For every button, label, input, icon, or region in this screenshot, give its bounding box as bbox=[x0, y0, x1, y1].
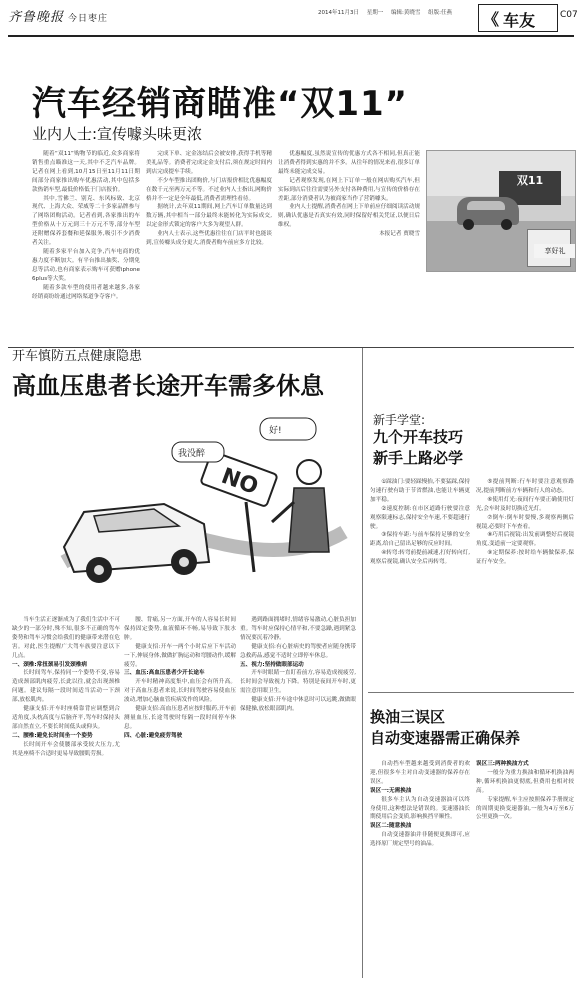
paragraph: 优惠幅度,虽然说宣传的优惠方式各不相同,但真正能让消费者得到实惠的并不多。从往年的情况来看,很多订单最终未能完成交易。 bbox=[278, 151, 420, 175]
article1-column-2 bbox=[146, 150, 272, 342]
paragraph: 长时间开车会使腰部承受较大压力,尤其是座椅不合适时更易导致腰肌劳损。 bbox=[12, 741, 120, 757]
paragraph: 随着多款车型的使用者越来越多,各家经销商纷纷通过网络渠道争夺客户。 bbox=[32, 284, 140, 300]
paragraph: 开车时眼睛一直盯着前方,容易造成视疲劳,长时间会导致视力下降。特别是夜间开车时,更需注意用眼卫生。 bbox=[240, 670, 356, 695]
subheading: 误区三:两种换油方式 bbox=[476, 761, 529, 767]
paragraph: 随着“双11”购物节的临近,众多商家将销售重点瞄准这一天,其中不乏汽车品牌。记者在网上看到,10月15日至11月11日期间部分商家推出购车优惠活动,其中包括多款热销车型,最低价格低于门店报价。 bbox=[32, 151, 140, 193]
paragraph: 业内人士提醒,消费者在网上下单前应仔细阅读活动规则,确认优惠是否真实有效,同时保留好相关凭证,以便日后维权。 bbox=[278, 204, 420, 229]
article1-column-1 bbox=[32, 150, 140, 342]
masthead-name: 齐鲁晚报 bbox=[8, 10, 65, 25]
paragraph: 自动变速器油并非随便更换即可,应选择原厂规定型号的油品。 bbox=[370, 832, 470, 848]
article4-headline-line: 换油三误区 bbox=[370, 708, 446, 726]
article4-column-1 bbox=[370, 760, 470, 978]
subheading: 误区二:随意换油 bbox=[370, 823, 412, 830]
paragraph: 自动挡车型越来越受到消费者的欢迎,但很多车主对自动变速器的保养存在误区。 bbox=[370, 761, 470, 785]
paragraph: 随着多家平台加入竞争,汽车电商的优惠力度不断加大。有平台推出抽奖、分期免息等活动,也有商家表示购车可获赠iphone 6plus等大奖。 bbox=[32, 248, 140, 282]
paragraph: 记者观察发现,在网上下订单一般在网店购买汽车,但实际到店后往往需要另外支付各种费用,与宣传的价格存在差距,部分消费者认为被商家当作了营销噱头。 bbox=[278, 177, 420, 202]
tip-item: ⑥使用灯光:夜间行车要正确使用灯光,会车时及时切换近光灯。 bbox=[476, 496, 574, 512]
section-divider bbox=[368, 692, 574, 693]
paragraph: 健康支招:开车一两个小时后应下车活动一下,伸展身体,做做扩胸运动和弯腰动作,缓解疲劳。 bbox=[124, 643, 236, 668]
bubble-text: 好! bbox=[269, 426, 282, 436]
page-number: C07 bbox=[560, 10, 578, 20]
subheading: 二、腰椎:避免长时间坐一个姿势 bbox=[12, 732, 93, 739]
article2-kicker: 开车慎防五点健康隐患 bbox=[12, 349, 143, 364]
article2-column-2 bbox=[124, 616, 236, 978]
section-title: 车友 bbox=[503, 11, 536, 30]
tip-item: ⑤提前判断:行车时要注意观察路况,提前判断前方车辆和行人的动态。 bbox=[476, 479, 574, 494]
subheading: 五、视力:坚持做眼部运动 bbox=[240, 661, 304, 668]
car-window bbox=[467, 201, 505, 210]
paragraph: 健康支招:高血压患者应按时服药,开车前测量血压,长途驾驶时每隔一段时间停车休息。 bbox=[124, 706, 236, 730]
tip-item: ⑨定期保养:按时给车辆做保养,保证行车安全。 bbox=[476, 550, 574, 566]
article3-headline-line: 九个开车技巧 bbox=[373, 428, 464, 446]
section-banner bbox=[478, 4, 558, 32]
header-rule bbox=[8, 35, 574, 37]
article4-headline bbox=[370, 707, 570, 749]
paragraph: 其中,雪佛兰、别克、东风标致、北京现代、上海大众、荣威等二十多家品牌参与了网络团购活动。记者看到,各家推出的车型价格从十万元到三十万元不等,部分车型还附赠保养套餐和延保服务,吸引不少消费者关注。 bbox=[32, 195, 140, 247]
car-icon bbox=[64, 504, 209, 583]
edition-name: 今日枣庄 bbox=[68, 14, 109, 24]
drunk-driving-illustration bbox=[54, 412, 350, 604]
article3-column-2 bbox=[476, 478, 574, 688]
article3-column-1 bbox=[370, 478, 470, 688]
article2-column-3 bbox=[240, 616, 356, 978]
issue-weekday: 星期一 bbox=[366, 10, 384, 16]
gift-box-label: 享好礼 bbox=[534, 244, 576, 258]
article3-headline-line: 新手上路必学 bbox=[373, 449, 464, 467]
tip-item: ②速度控制:在市区道路行驶要注意观察限速标志,保持安全车速,不要超速行驶。 bbox=[370, 505, 470, 530]
paragraph: 健康支招:有心脏病史的驾驶者应随身携带急救药品,感觉不适时立即停车休息。 bbox=[240, 643, 356, 659]
paragraph: 健康支招:开车途中休息时可以远眺,做做眼保健操,放松眼部肌肉。 bbox=[240, 697, 356, 713]
tip-item: ③保持车距:与前车保持足够的安全距离,给自己留出足够的反应时间。 bbox=[370, 532, 470, 548]
paragraph: 很多车主认为自动变速器油可以终身使用,这种想法是错误的。变速器油长期使用后会变质,影响换挡平顺性。 bbox=[370, 796, 470, 821]
paragraph: 完成下单、定金冻结后会被安排,获得手机等精美礼品等。消费者完成定金支付后,须在规定时间内到店完成提车手续。 bbox=[146, 151, 272, 175]
illustration-svg bbox=[54, 412, 350, 604]
article1-byline: 本报记者 贾晓雪 bbox=[379, 231, 420, 238]
tip-item: ⑦倒车:倒车时要慢,多观察两侧后视镜,必要时下车查看。 bbox=[476, 514, 574, 530]
car-wheel bbox=[501, 219, 512, 230]
car-icon bbox=[457, 197, 519, 225]
paragraph: 健康支招:开车时座椅靠背应调整到合适角度,头枕高度与后脑齐平,驾车时保持头部自然直立,不要长时间低头或仰头。 bbox=[12, 706, 120, 730]
tip-item: ⑧巧用后视镜:出发前调整好后视镜角度,变道前一定要观察。 bbox=[476, 532, 574, 548]
gift-box bbox=[527, 229, 571, 267]
promo-banner: 双11 bbox=[499, 171, 561, 205]
subheading: 一、颈椎:常扭颈易引发颈椎病 bbox=[12, 661, 87, 668]
subheading: 三、血压:高血压患者少开长途车 bbox=[124, 670, 205, 677]
page-header bbox=[0, 0, 580, 42]
article1-subheadline: 业内人士:宣传噱头味更浓 bbox=[32, 125, 203, 143]
chevron-left-icon: 《 bbox=[483, 10, 500, 29]
paragraph: 腰、背痛,另一方面,开车的人容易长时间保持固定姿势,血液循环不畅,易导致下肢水肿。 bbox=[124, 617, 236, 641]
paragraph: 不少车型推出团购价,与门店报价相比优惠幅度在数千元至两万元不等。不过业内人士指出,网购价格并不一定是全年最低,消费者需理性看待。 bbox=[146, 177, 272, 202]
bubble-text: 我没醉 bbox=[178, 449, 206, 459]
paragraph: 开车时精神高度集中,血压会有所升高。对于高血压患者来说,长时间驾驶容易使血压波动,增加心脑血管疾病发作的风险。 bbox=[124, 679, 236, 704]
paragraph: 业内人士表示,这些优惠往往在门店平时也能谈到,宣传噱头成分更大,消费者购车前应多方比较。 bbox=[146, 231, 272, 247]
article3-label: 新手学堂: bbox=[373, 413, 426, 427]
issue-editor: 编辑:黄晓雪 bbox=[391, 10, 421, 16]
tip-item: ①踩油门:要轻踩慢抬,不要猛踩,保持匀速行驶有助于节省燃油,也能让车辆更加平稳。 bbox=[370, 479, 470, 503]
tip-item: ④转弯:转弯前提前减速,打好转向灯,观察后视镜,确认安全后再转弯。 bbox=[370, 550, 470, 566]
car-wheel bbox=[463, 219, 474, 230]
paragraph: 当车生活正逐渐成为了我们生活中不可缺少的一部分时,殊不知,很多不正确的驾车姿势和驾车习惯会给我们的健康带来潜在危害。对此,医生提醒广大驾车族要注意以下几点。 bbox=[12, 617, 120, 659]
subheading: 误区一:无需换油 bbox=[370, 787, 412, 794]
issue-date: 2014年11月3日 bbox=[318, 10, 359, 16]
paragraph: 遇到路面拥堵时,情绪容易激动,心脏负担加重。驾车时应保持心情平和,不要急躁,遇到紧急情况要沉着冷静。 bbox=[240, 617, 356, 641]
column-divider bbox=[362, 348, 363, 978]
article3-headline bbox=[373, 427, 563, 469]
article4-column-2 bbox=[476, 760, 574, 978]
newspaper-masthead bbox=[8, 6, 108, 25]
article1-headline: 汽车经销商瞄准“双11” bbox=[32, 84, 409, 124]
subheading: 四、心脏:避免疲劳驾驶 bbox=[124, 732, 183, 739]
paragraph: 一般分为重力换油和循环机换油两种,循环机换油更彻底,但费用也相对较高。 bbox=[476, 769, 574, 794]
speech-bubble bbox=[172, 418, 316, 462]
paragraph: 据统计,去年双11期间,网上汽车订单数量达到数万辆,其中相当一部分最终未能转化为实际成交,以定金形式锁定的客户大多为观望人群。 bbox=[146, 204, 272, 229]
article4-headline-line: 自动变速器需正确保养 bbox=[370, 729, 521, 747]
no-sign-text: NO bbox=[217, 463, 262, 500]
article2-headline: 高血压患者长途开车需多休息 bbox=[12, 372, 324, 400]
issue-meta bbox=[318, 8, 458, 16]
paragraph: 长时间驾车,保持同一个姿势不变,容易造成颈部肌肉疲劳,长此以往,就会出现颈椎问题。建议每隔一段时间适当活动一下颈部,放松肌肉。 bbox=[12, 670, 120, 704]
paragraph: 专家提醒,车主应按照保养手册规定的周期更换变速器油,一般为4万至6万公里更换一次。 bbox=[476, 796, 574, 821]
issue-designer: 组版:任燕 bbox=[428, 10, 452, 16]
article1-column-3 bbox=[278, 150, 420, 342]
article2-column-1 bbox=[12, 616, 120, 978]
figure-icon bbox=[272, 460, 329, 552]
car-showroom-photo bbox=[426, 150, 576, 272]
